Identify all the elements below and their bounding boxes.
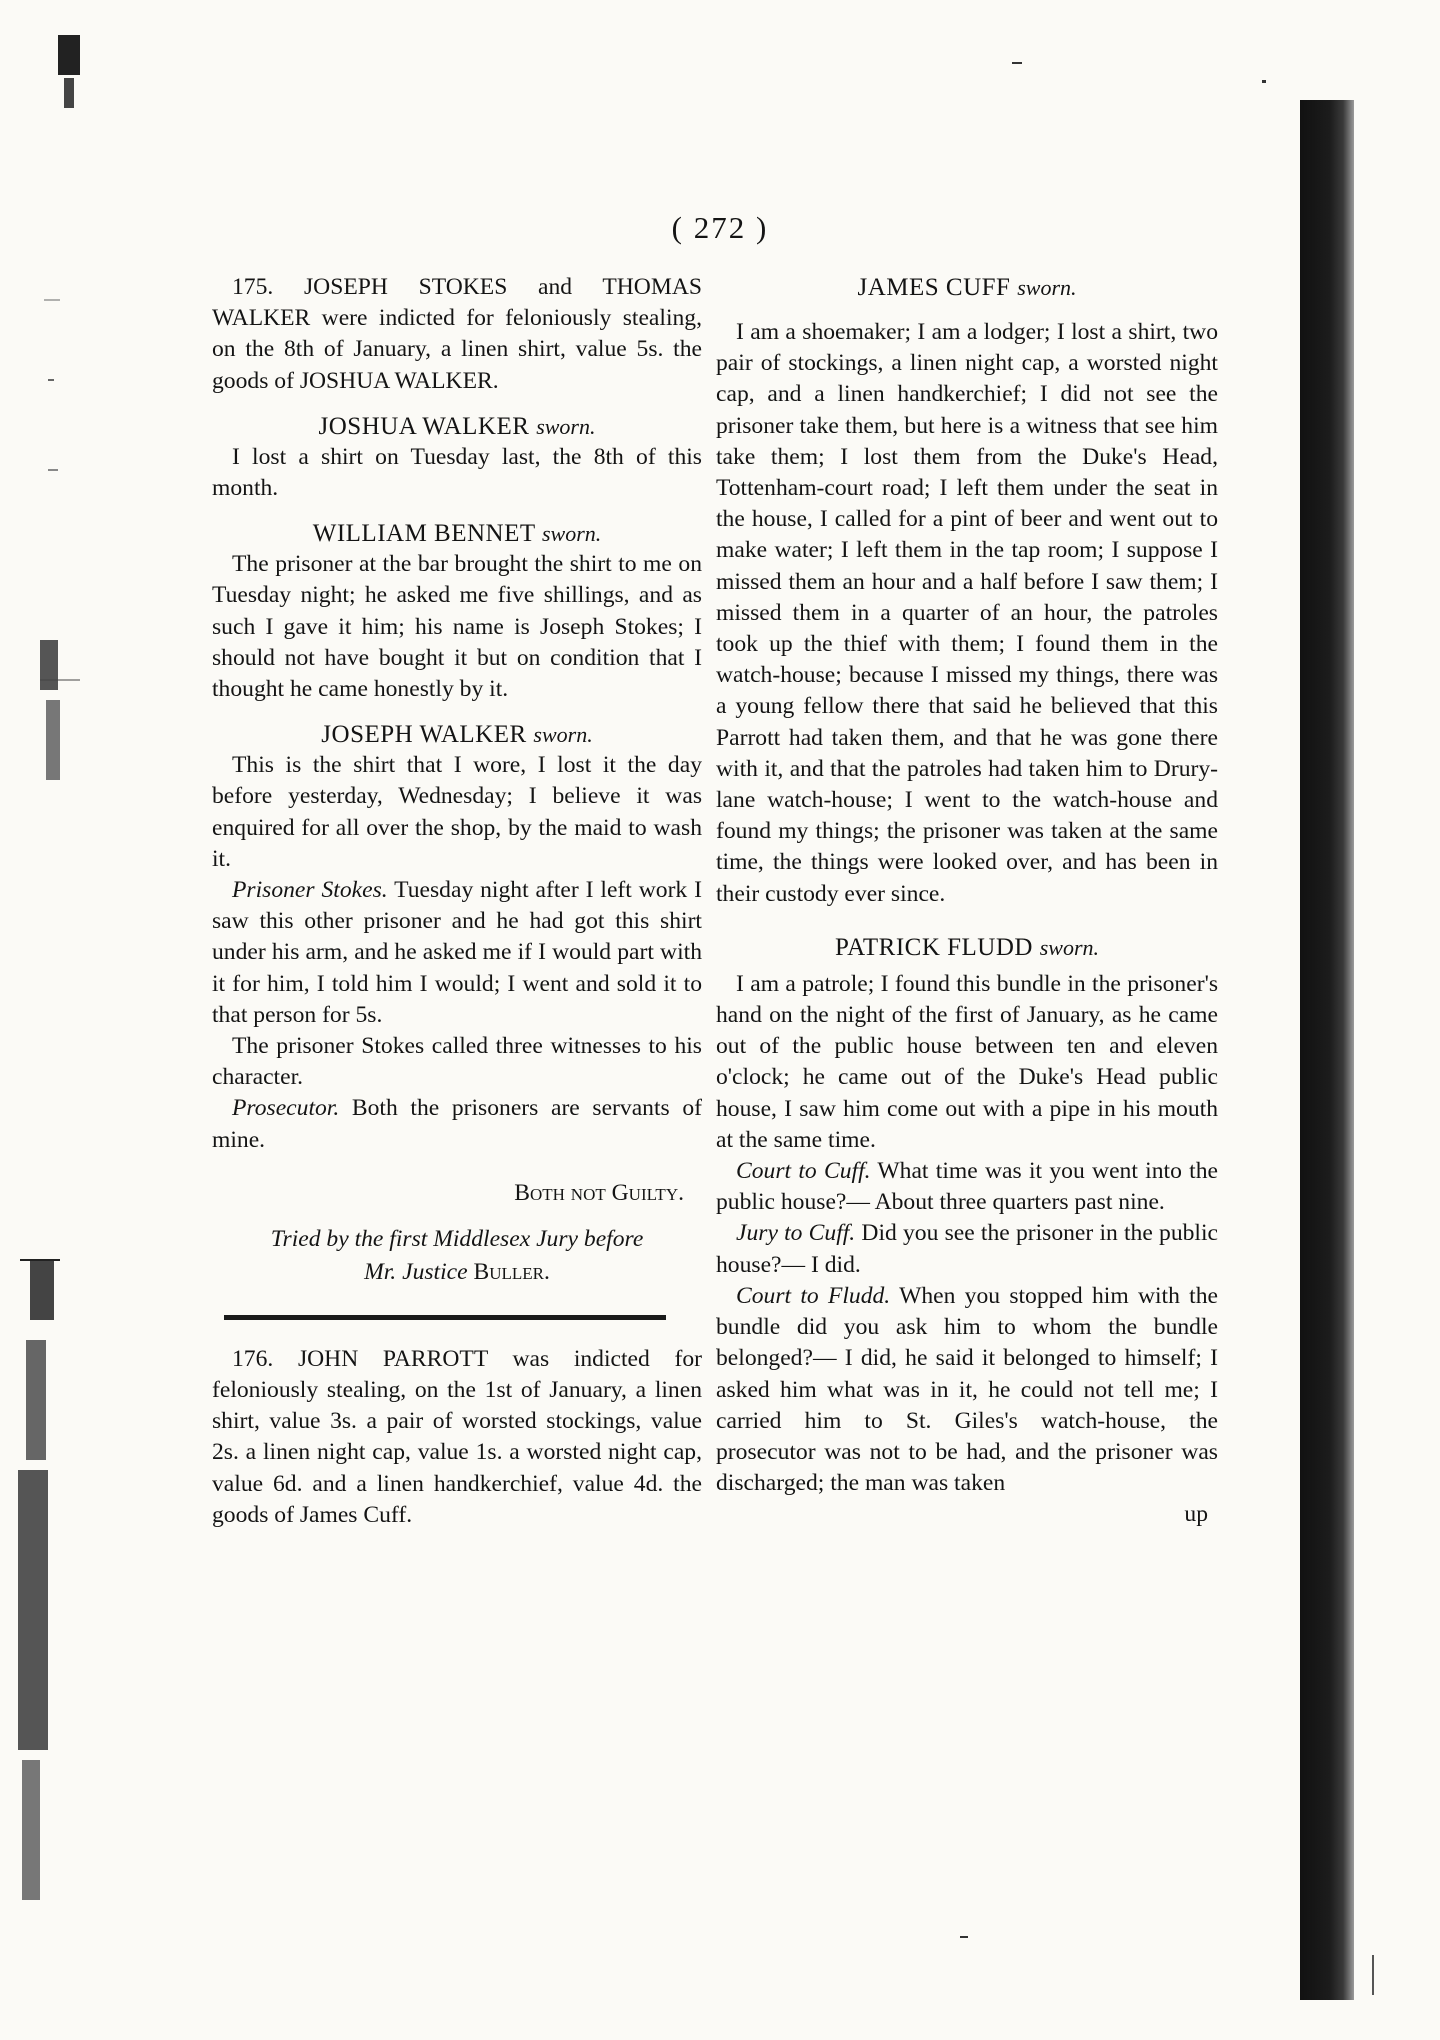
scan-speck: [1012, 62, 1022, 64]
testimony-joshua-walker: I lost a shirt on Tuesday last, the 8th of this month.: [212, 443, 702, 502]
left-column: [212, 272, 702, 1531]
testimony-patrick-fludd: I am a patrole; I found this bundle in the prisoner's hand on the night of the first of January, as he came out of the public house between ten and eleven o'clock; he came out of the Duke's Head public house, I saw him come out with a pipe in his mouth at the same time.: [716, 970, 1218, 1153]
witness-heading-joseph-walker: JOSEPH WALKER sworn.: [321, 721, 593, 749]
page-number: ( 272 ): [671, 210, 769, 245]
witness-heading-james-cuff: JAMES CUFF sworn.: [857, 274, 1077, 301]
scan-binding-shadow: [1300, 100, 1354, 2000]
character-witnesses-note: The prisoner Stokes called three witnesses to his character.: [212, 1033, 702, 1091]
verdict: Both not Guilty.: [514, 1179, 684, 1206]
testimony-james-cuff: I am a shoemaker; I am a lodger; I lost a shirt, two pair of stockings, a linen night cap, a worsted night cap, and a linen handkerchief; I did not see the prisoner take them, but here is a witness that see him take them; I lost them from the Duke's Head, Tottenham-court road; I left them under the seat in the house, I called for a pint of beer and went out to make water; I left them in the tap room; I suppose I missed them an hour and a half before I saw them; I missed them in a quarter of an hour, the patroles took up the thief with them; I found them in the watch-house; because I missed my things, there was a young fellow there that said he believed that this Parrott had taken them, and that he was gone there with it, and that the patroles had taken him to Drury-lane watch-house; I went to the watch-house and found my things; the prisoner was taken at the same time, the things were looked over, and has been in their custody ever since.: [716, 319, 1218, 907]
jury-to-cuff: Jury to Cuff. Did you see the prisoner in the public house?— I did.: [716, 1220, 1218, 1278]
tried-by-line-1: Tried by the first Middlesex Jury before: [270, 1225, 644, 1252]
witness-heading-joshua-walker: JOSHUA WALKER sworn.: [318, 412, 596, 440]
scan-edge-artifact: [0, 0, 140, 2040]
case-176-indictment: 176. JOHN PARROTT was indicted for feloniously stealing, on the 1st of January, a linen shirt, value 3s. a pair of worsted stockings, value 2s. a linen night cap, value 1s. a worsted night cap, value 6d. and a linen handkerchief, value 4d. the goods of James Cuff.: [212, 1345, 702, 1528]
witness-heading-patrick-fludd: PATRICK FLUDD sworn.: [834, 933, 1100, 961]
scan-mark: [1372, 1955, 1374, 1995]
scan-speck: [1262, 80, 1266, 83]
tried-by-line-2: Mr. Justice Buller.: [364, 1258, 550, 1285]
catchword: up: [1184, 1501, 1208, 1528]
testimony-joseph-walker: This is the shirt that I wore, I lost it the day before yesterday, Wednesday; I believe it was enquired for all over the shop, by the maid to wash it.: [212, 752, 702, 872]
case-175-indictment: 175. JOSEPH STOKES and THOMAS WALKER were indicted for feloniously stealing, on the 8th of January, a linen shirt, value 5s. the goods of JOSHUA WALKER.: [212, 274, 702, 394]
scan-speck: [960, 1936, 968, 1938]
right-column: [716, 272, 1218, 1530]
witness-heading-william-bennet: WILLIAM BENNET sworn.: [312, 520, 602, 548]
prisoner-stokes-defence: Prisoner Stokes. Tuesday night after I left work I saw this other prisoner and he had got this shirt under his arm, and he asked me if I would part with it for him, I told him I would; I went and sold it to that person for 5s.: [212, 877, 702, 1028]
case-separator-rule: [224, 1315, 666, 1320]
testimony-william-bennet: The prisoner at the bar brought the shirt to me on Tuesday night; he asked me five shillings, and as such I gave it him; his name is Joseph Stokes; I should not have bought it but on condition that I thought he came honestly by it.: [212, 551, 702, 703]
court-to-cuff: Court to Cuff. What time was it you went into the public house?— About three quarters past nine.: [716, 1158, 1218, 1216]
prosecutor-statement: Prosecutor. Both the prisoners are servants of mine.: [212, 1095, 702, 1153]
court-to-fludd: Court to Fludd. When you stopped him with the bundle did you ask him to whom the bundle belonged?— I did, he said it belonged to himself; I asked him what was in it, he could not tell me; I carried him to St. Giles's watch-house, the prosecutor was not to be had, and the prisoner was discharged; the man was taken: [716, 1282, 1218, 1497]
